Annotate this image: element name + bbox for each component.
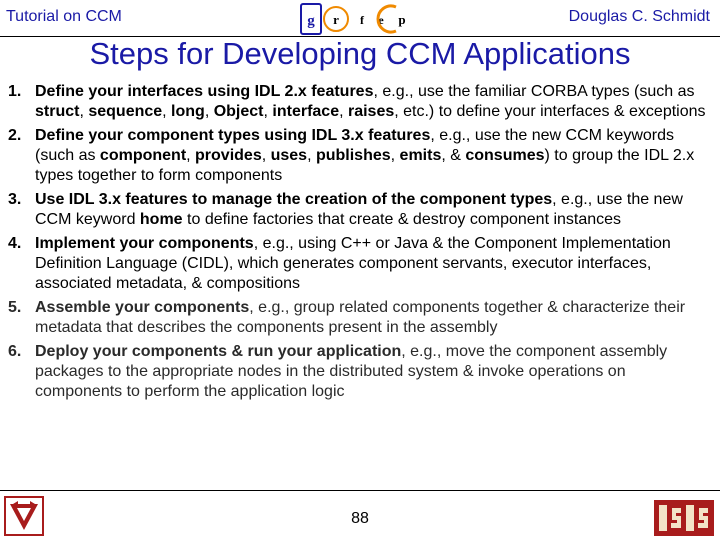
step-text-bold: Object: [213, 103, 264, 120]
step-text-bold: component: [99, 147, 187, 164]
step-item: [8, 82, 708, 122]
step-text-plain: ,: [186, 147, 196, 164]
logo-letter-g: g: [307, 13, 315, 29]
logo-letter-r: r: [333, 12, 339, 27]
step-text-plain: ,: [263, 103, 273, 120]
step-text-plain: , e.g., use the new CCM keywords (such as: [35, 127, 674, 164]
steps-list: [8, 82, 708, 406]
step-text-bold: Assemble your components: [35, 299, 250, 316]
header-right-text: Douglas C. Schmidt: [568, 8, 710, 25]
step-item: [8, 190, 708, 230]
step-item: [8, 342, 708, 402]
step-text-bold: provides: [195, 147, 262, 164]
step-item: [8, 234, 708, 294]
page-number: 88: [351, 510, 369, 527]
step-text-bold: publishes: [315, 147, 391, 164]
step-text-bold: Deploy your components & run your application: [35, 343, 402, 360]
step-item: [8, 126, 708, 186]
step-text-plain: , e.g., using C++ or Java & the Component Implementation Definition Language (CIDL), which generates component servants, executor interfaces, associated metadata, & compositions: [35, 235, 671, 292]
step-number: 6.: [8, 343, 22, 360]
step-text-bold: Use IDL 3.x features to manage the creation of the component types: [35, 191, 553, 208]
step-text-plain: ,: [339, 103, 348, 120]
step-text-plain: ,: [162, 103, 172, 120]
step-text-plain: , e.g., use the new CCM keyword: [35, 191, 683, 228]
step-text: [35, 342, 708, 402]
header-left-text: Tutorial on CCM: [6, 8, 122, 25]
step-number: 4.: [8, 235, 22, 252]
step-text-bold: interface: [272, 103, 340, 120]
footer-divider: [0, 490, 720, 491]
step-number: 2.: [8, 127, 22, 144]
slide-title: Steps for Developing CCM Applications: [89, 36, 631, 71]
step-text-plain: ,: [261, 147, 271, 164]
step-number: 3.: [8, 191, 22, 208]
step-text: [35, 298, 708, 338]
step-text-plain: ,: [79, 103, 89, 120]
logo-letter-e: e: [378, 13, 384, 27]
step-text-plain: , &: [441, 147, 466, 164]
step-text-plain: , e.g., group related components together & characterize their metadata that describes the components present in the assembly: [35, 299, 686, 336]
step-text-bold: raises: [347, 103, 395, 120]
step-text-bold: emits: [399, 147, 442, 164]
step-text-plain: ) to group the IDL 2.x types together to form components: [35, 147, 695, 184]
step-text-bold: Define your interfaces using IDL 2.x features: [35, 83, 374, 100]
step-text-plain: , e.g., move the component assembly packages to the appropriate nodes in the distributed system & invoke operations on components to perform the application logic: [35, 343, 668, 400]
step-text-bold: consumes: [465, 147, 545, 164]
step-text: [35, 82, 708, 122]
isis-logo-icon: [654, 500, 714, 536]
step-text-plain: ,: [390, 147, 400, 164]
step-text-plain: , etc.) to define your interfaces & exceptions: [394, 103, 706, 120]
logo-letter-f: f: [360, 13, 364, 27]
doc-group-logo-icon: [300, 2, 424, 36]
step-text-bold: uses: [270, 147, 308, 164]
step-text-bold: sequence: [88, 103, 163, 120]
step-text-bold: Implement your components: [35, 235, 254, 252]
step-text: [35, 126, 708, 186]
step-text: [35, 234, 708, 294]
step-text-bold: Define your component types using IDL 3.x features: [35, 127, 431, 144]
step-text: [35, 190, 708, 230]
step-number: 1.: [8, 83, 22, 100]
step-item: [8, 298, 708, 338]
step-text-plain: ,: [204, 103, 214, 120]
step-text-bold: home: [139, 211, 183, 228]
step-number: 5.: [8, 299, 22, 316]
step-text-bold: long: [171, 103, 205, 120]
step-text-plain: to define factories that create & destroy component instances: [182, 211, 622, 228]
step-text-plain: ,: [307, 147, 316, 164]
step-text-plain: , e.g., use the familiar CORBA types (such as: [373, 83, 695, 100]
step-text-bold: struct: [35, 103, 80, 120]
logo-letter-p: p: [398, 12, 406, 27]
